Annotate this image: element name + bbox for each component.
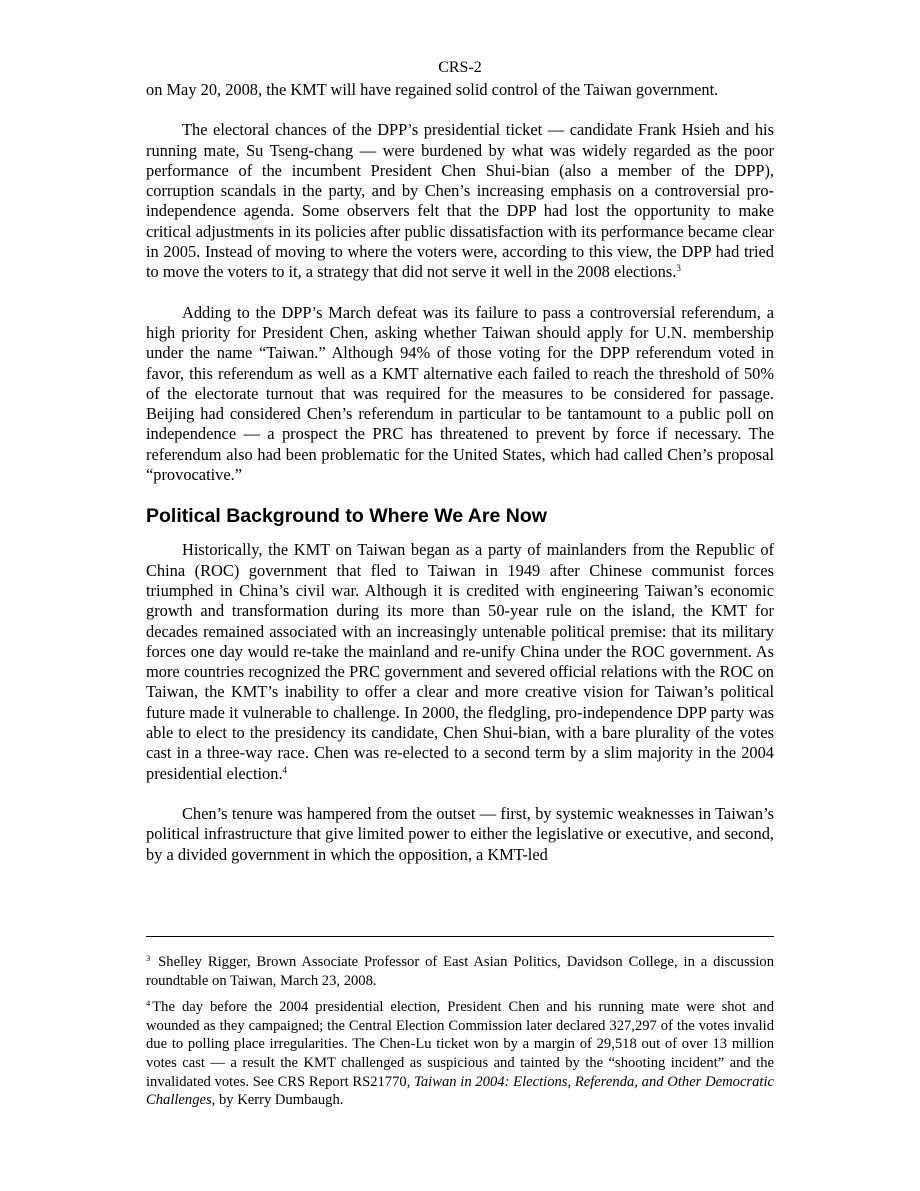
- page-number: CRS-2: [438, 59, 482, 76]
- footnote-reference-3[interactable]: 3: [676, 263, 681, 274]
- footnote-divider: [146, 936, 774, 937]
- paragraph-text: Historically, the KMT on Taiwan began as a party of mainlanders from the Republic of China (ROC) government that fled to Taiwan in 1949 after Chinese communist forces triumphed in China’s civil war. Although it is credited with engineering Taiwan’s economic growth and transformation during its more than 50-year rule on the island, the KMT for decades remained associated with an increasingly untenable political premise: that its military forces one day would re-take the mainland and re-unify China under the ROC government. As more countries recognized the PRC government and severed official relations with the ROC on Taiwan, the KMT’s inability to offer a clear and more creative vision for Taiwan’s political future made it vulnerable to challenge. In 2000, the fledgling, pro-independence DPP party was able to elect to the presidency its candidate, Chen Shui-bian, with a bare plurality of the votes cast in a three-way race. Chen was re-elected to a second term by a slim majority in the 2004 presidential election.: [146, 540, 774, 783]
- paragraph-history: [146, 540, 774, 784]
- footnote-text: Shelley Rigger, Brown Associate Professor of East Asian Politics, Davidson College, in a discussion roundtable on Taiwan, March 23, 2008.: [146, 954, 774, 989]
- paragraph-text: Adding to the DPP’s March defeat was its failure to pass a controversial referendum, a high priority for President Chen, asking whether Taiwan should apply for U.N. membership under the name “Taiwan.” Although 94% of those voting for the DPP referendum voted in favor, this referendum as well as a KMT alternative each failed to reach the threshold of 50% of the electorate turnout that was required for the measures to be considered for passage. Beijing had considered Chen’s referendum in particular to be tantamount to a public poll on independence — a prospect the PRC has threatened to prevent by force if necessary. The referendum also had been problematic for the United States, which had called Chen’s proposal “provocative.”: [146, 302, 774, 485]
- paragraph-text: The electoral chances of the DPP’s presidential ticket — candidate Frank Hsieh and his running mate, Su Tseng-chang — were burdened by what was widely regarded as the poor performance of the incumbent President Chen Shui-bian (also a member of the DPP), corruption scandals in the party, and by Chen’s increasing emphasis on a controversial pro-independence agenda. Some observers felt that the DPP had lost the opportunity to make critical adjustments in its policies after public dissatisfaction with its performance became clear in 2005. Instead of moving to where the voters were, according to this view, the DPP had tried to move the voters to it, a strategy that did not serve it well in the 2008 elections.: [146, 120, 774, 282]
- footnote-3: [146, 953, 774, 990]
- footnote-reference-4[interactable]: 4: [282, 764, 288, 775]
- paragraph-referendum: [146, 303, 774, 486]
- paragraph-chen-tenure: [146, 804, 774, 865]
- report-title: Taiwan in 2004: Elections, Referenda, and Other Democratic Challenges: [146, 1073, 774, 1109]
- footnote-text: The day before the 2004 presidential election, President Chen and his running mate were shot and wounded as they campaigned; the Central Election Commission later declared 327,297 of the votes invalid due to polling place irregularities. The Chen-Lu ticket won by a margin of 29,518 out of over 13 million votes cast — a result the KMT challenged as suspicious and tainted by the “shooting incident” and the invalidated votes. See CRS Report RS21770,: [146, 999, 774, 1090]
- footnote-mark-3: 3: [146, 953, 151, 963]
- paragraph-text: Chen’s tenure was hampered from the outset — first, by systemic weaknesses in Taiwan’s political infrastructure that give limited power to either the legislative or executive, and second, by a divided government in which the opposition, a KMT-led: [146, 803, 774, 864]
- body-text: [146, 80, 774, 865]
- footnotes: [146, 953, 774, 1110]
- footnote-text-suffix: , by Kerry Dumbaugh.: [211, 1092, 344, 1109]
- footnote-mark-4: 4: [146, 998, 151, 1009]
- document-page: [146, 0, 774, 865]
- footnote-4: [146, 998, 774, 1110]
- paragraph-text: on May 20, 2008, the KMT will have regained solid control of the Taiwan government.: [146, 80, 719, 99]
- paragraph-continuation: [146, 80, 774, 100]
- paragraph-electoral-chances: [146, 120, 774, 282]
- section-heading: Political Background to Where We Are Now: [146, 505, 547, 528]
